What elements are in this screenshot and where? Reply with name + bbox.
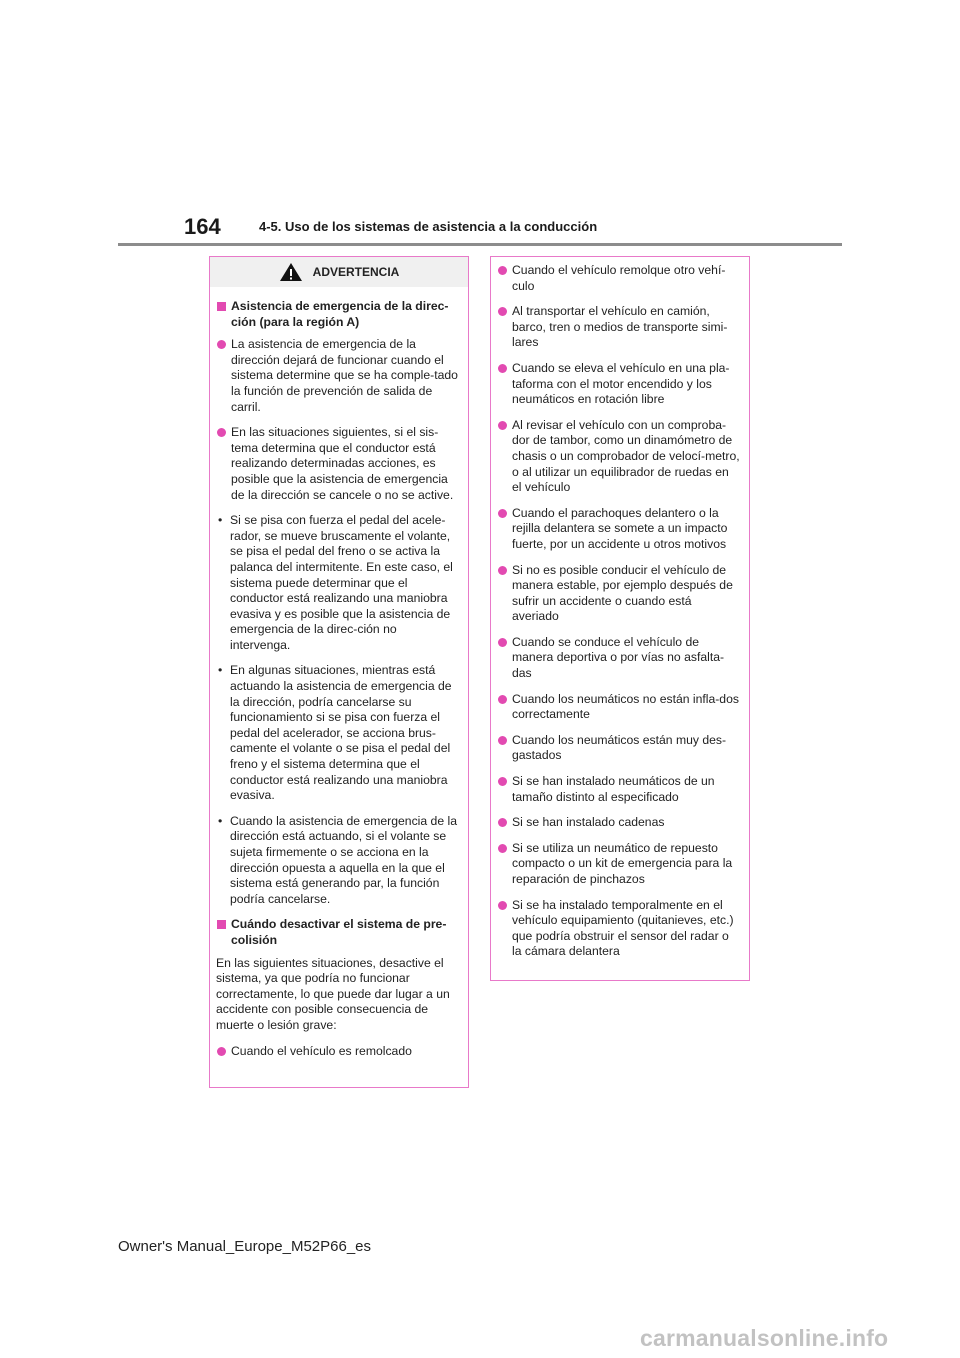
section-heading — [216, 299, 460, 330]
page-number: 164 — [184, 214, 221, 239]
circle-bullet-icon — [498, 844, 507, 853]
circle-bullet-icon — [217, 1047, 226, 1056]
list-item-text: La asistencia de emergencia de la dirección dejará de funcionar cuando el sistema determine que se ha comple-tado la función de prevención de salida de carril. — [231, 337, 458, 414]
circle-bullet-icon — [217, 428, 226, 437]
list-item — [497, 692, 741, 723]
circle-bullet-icon — [498, 638, 507, 647]
list-item — [497, 563, 741, 625]
section-title: 4-5. Uso de los sistemas de asistencia a la conducción — [259, 219, 598, 234]
circle-bullet-icon — [498, 307, 507, 316]
list-item — [497, 263, 741, 294]
dot-marker: • — [218, 813, 223, 828]
header-divider — [118, 243, 842, 246]
list-item — [497, 815, 741, 831]
footer-text: Owner's Manual_Europe_M52P66_es — [118, 1238, 372, 1255]
list-item-text: Cuando se conduce el vehículo de manera deportiva o por vías no asfalta-das — [512, 634, 725, 681]
square-bullet-icon — [217, 920, 226, 929]
list-item-text: Si se han instalado neumáticos de un tamaño distinto al especificado — [512, 774, 715, 804]
list-item — [497, 506, 741, 553]
heading-text: Asistencia de emergencia de la direc-ción (para la región A) — [231, 299, 449, 329]
sub-list-item — [216, 814, 460, 908]
list-item-text: Si se ha instalado temporalmente en el vehículo equipamiento (quitanieves, etc.) que podría obstruir el sensor del radar o la cámara delantera — [512, 897, 734, 959]
circle-bullet-icon — [217, 340, 226, 349]
circle-bullet-icon — [498, 566, 507, 575]
circle-bullet-icon — [498, 695, 507, 704]
circle-bullet-icon — [498, 818, 507, 827]
warning-box-left — [209, 256, 469, 1088]
sub-list-item — [216, 663, 460, 803]
list-item-text: Al revisar el vehículo con un comproba-dor de tambor, como un dinamómetro de chasis o un comprobador de velocí-metro, o al utilizar un equilibrador de ruedas en el vehículo — [512, 417, 740, 495]
warning-content-left — [210, 287, 468, 1075]
warning-header — [210, 257, 468, 287]
list-item — [216, 337, 460, 415]
sub-list-item-text: Si se pisa con fuerza el pedal del acele-rador, se mueve bruscamente el volante, se pisa el pedal del freno o se activa la palanca del intermitente. En este caso, el sistema puede determinar que el conductor está realizando una maniobra evasiva y es posible que la asistencia de emergencia de la direc-ción no intervenga. — [230, 513, 453, 652]
heading-text: Cuándo desactivar el sistema de pre-colisión — [231, 917, 447, 947]
list-item-text: Cuando el vehículo remolque otro vehí-culo — [512, 263, 726, 293]
list-item — [497, 774, 741, 805]
list-item-text: Cuando el vehículo es remolcado — [231, 1043, 412, 1058]
sub-list-item-text: Cuando la asistencia de emergencia de la dirección está actuando, si el volante se sujeta firmemente o se acciona en la dirección opuesta a aquella en la que el sistema está generando par, la función podría cancelarse. — [230, 813, 457, 906]
warning-content-right — [491, 257, 749, 976]
warning-triangle-icon — [279, 262, 303, 282]
list-item — [497, 635, 741, 682]
dot-marker: • — [218, 513, 223, 528]
dot-marker: • — [218, 663, 223, 678]
circle-bullet-icon — [498, 421, 507, 430]
section-heading — [216, 917, 460, 948]
list-item-text: Cuando los neumáticos no están infla-dos correctamente — [512, 691, 739, 722]
list-item — [497, 304, 741, 351]
list-item — [497, 898, 741, 960]
square-bullet-icon — [217, 302, 226, 311]
list-item-text: Si no es posible conducir el vehículo de manera estable, por ejemplo después de sufrir un accidente o cuando está averiado — [512, 562, 733, 624]
list-item-text: Cuando el parachoques delantero o la rejilla delantera se somete a un impacto fuerte, por un accidente u otros motivos — [512, 505, 728, 551]
circle-bullet-icon — [498, 901, 507, 910]
list-item-text: Si se utiliza un neumático de repuesto compacto o un kit de emergencia para la reparación de pinchazos — [512, 840, 733, 886]
circle-bullet-icon — [498, 777, 507, 786]
list-item — [497, 418, 741, 496]
list-item — [216, 1044, 460, 1060]
paragraph: En las siguientes situaciones, desactive el sistema, ya que podría no funcionar correctamente, lo que puede dar lugar a un accidente con posible consecuencia de muerte o lesión grave: — [216, 955, 450, 1032]
sub-list-item-text: En algunas situaciones, mientras está actuando la asistencia de emergencia de la dirección, podría cancelarse su funcionamiento si se pisa con fuerza el pedal del acelerador, se acciona brus-camente el volante o se pisa el pedal del freno y el sistema determina que el conductor está realizando una maniobra evasiva. — [230, 663, 452, 803]
list-item — [216, 425, 460, 503]
list-item-text: Cuando los neumáticos están muy des-gastados — [512, 732, 727, 763]
list-item-text: En las situaciones siguientes, si el sis-tema determina que el conductor está realizando determinadas acciones, es posible que la asistencia de emergencia de la dirección se cancele o no se active. — [231, 425, 454, 502]
list-item — [497, 733, 741, 764]
sub-list-item — [216, 513, 460, 653]
list-item — [497, 361, 741, 408]
list-item-text: Si se han instalado cadenas — [512, 815, 665, 830]
circle-bullet-icon — [498, 266, 507, 275]
warning-box-right — [490, 256, 750, 981]
list-item-text: Cuando se eleva el vehículo en una pla-taforma con el motor encendido y los neumáticos en rotación libre — [512, 360, 730, 407]
circle-bullet-icon — [498, 364, 507, 373]
warning-title: ADVERTENCIA — [312, 265, 400, 279]
circle-bullet-icon — [498, 736, 507, 745]
circle-bullet-icon — [498, 509, 507, 518]
list-item — [497, 841, 741, 888]
watermark: carmanualsonline.info — [640, 1325, 889, 1351]
list-item-text: Al transportar el vehículo en camión, barco, tren o medios de transporte simi-lares — [512, 304, 728, 350]
